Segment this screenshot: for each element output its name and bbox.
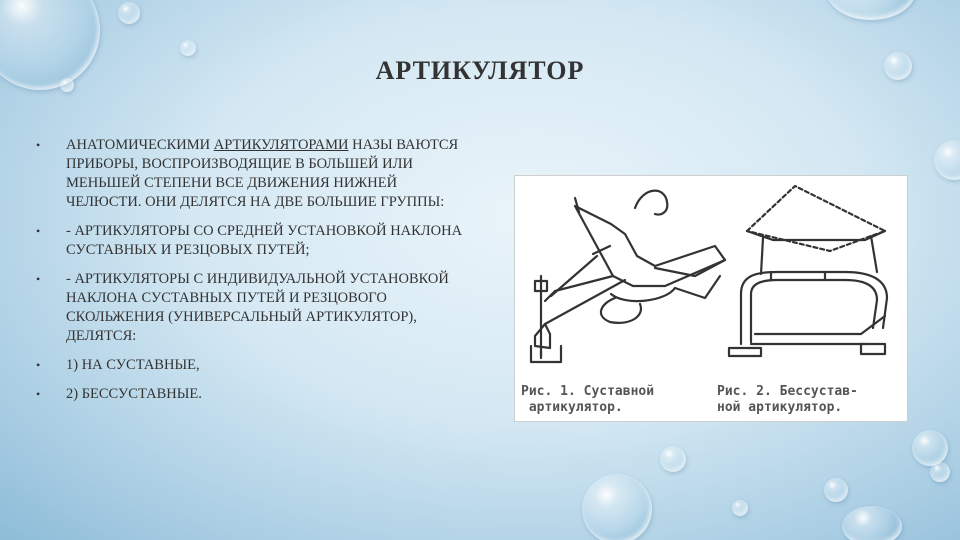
water-drop-decoration <box>912 430 948 466</box>
figure-caption-2: Рис. 2. Бессустав- ной артикулятор. <box>717 384 858 415</box>
bullet-text: АНАТОМИЧЕСКИМИ <box>66 137 214 153</box>
bullet-item <box>36 222 476 260</box>
water-drop-decoration <box>842 506 902 540</box>
water-drop-decoration <box>930 462 950 482</box>
bullet-item <box>36 136 476 212</box>
water-drop-decoration <box>824 478 848 502</box>
bullet-text: - АРТИКУЛЯТОРЫ С ИНДИВИДУАЛЬНОЙ УСТАНОВКОЙ НАКЛОНА СУСТАВНЫХ ПУТЕЙ И РЕЗЦОВОГО СКОЛЬЖЕНИЯ (УНИВЕРСАЛЬНЫЙ АРТИКУЛЯТОР), ДЕЛЯТСЯ: <box>66 271 449 344</box>
slide-title: АРТИКУЛЯТОР <box>375 56 585 85</box>
figure-caption-1: Рис. 1. Суставной артикулятор. <box>521 384 655 415</box>
bullet-dot: • <box>36 387 41 401</box>
bullet-dot: • <box>36 358 41 372</box>
nonjoint-articulator-drawing <box>729 186 887 356</box>
water-drop-decoration <box>180 40 196 56</box>
bullet-text: НАЗЫ ВАЮТСЯ ПРИБОРЫ, ВОСПРОИЗВОДЯЩИЕ В БОЛЬШЕЙ ИЛИ МЕНЬШЕЙ СТЕПЕНИ ВСЕ ДВИЖЕНИЯ НИЖНЕЙ ЧЕЛЮСТИ. ОНИ ДЕЛЯТСЯ НА ДВЕ БОЛЬШИЕ ГРУППЫ: <box>66 137 459 210</box>
water-drop-decoration <box>582 474 652 540</box>
bullet-dot: • <box>36 272 41 286</box>
bullet-text: 1) НА СУСТАВНЫЕ, <box>66 357 200 373</box>
bullet-dot: • <box>36 138 41 152</box>
underlined-term-link[interactable]: АРТИКУЛЯТОРАМИ <box>213 137 349 153</box>
articulator-figure <box>514 175 908 422</box>
bullet-item <box>36 385 476 404</box>
bullet-item <box>36 356 476 375</box>
bullet-text: 2) БЕССУСТАВНЫЕ. <box>66 386 202 402</box>
bullet-item <box>36 270 476 346</box>
water-drop-decoration <box>660 446 686 472</box>
bullet-text: - АРТИКУЛЯТОРЫ СО СРЕДНЕЙ УСТАНОВКОЙ НАКЛОНА СУСТАВНЫХ И РЕЗЦОВЫХ ПУТЕЙ; <box>66 223 463 258</box>
water-drop-decoration <box>118 2 140 24</box>
water-drop-decoration <box>826 0 916 20</box>
water-drop-decoration <box>732 500 748 516</box>
bullet-list <box>36 136 476 414</box>
bullet-dot: • <box>36 224 41 238</box>
joint-articulator-drawing <box>531 191 725 362</box>
water-drop-decoration <box>934 140 960 180</box>
